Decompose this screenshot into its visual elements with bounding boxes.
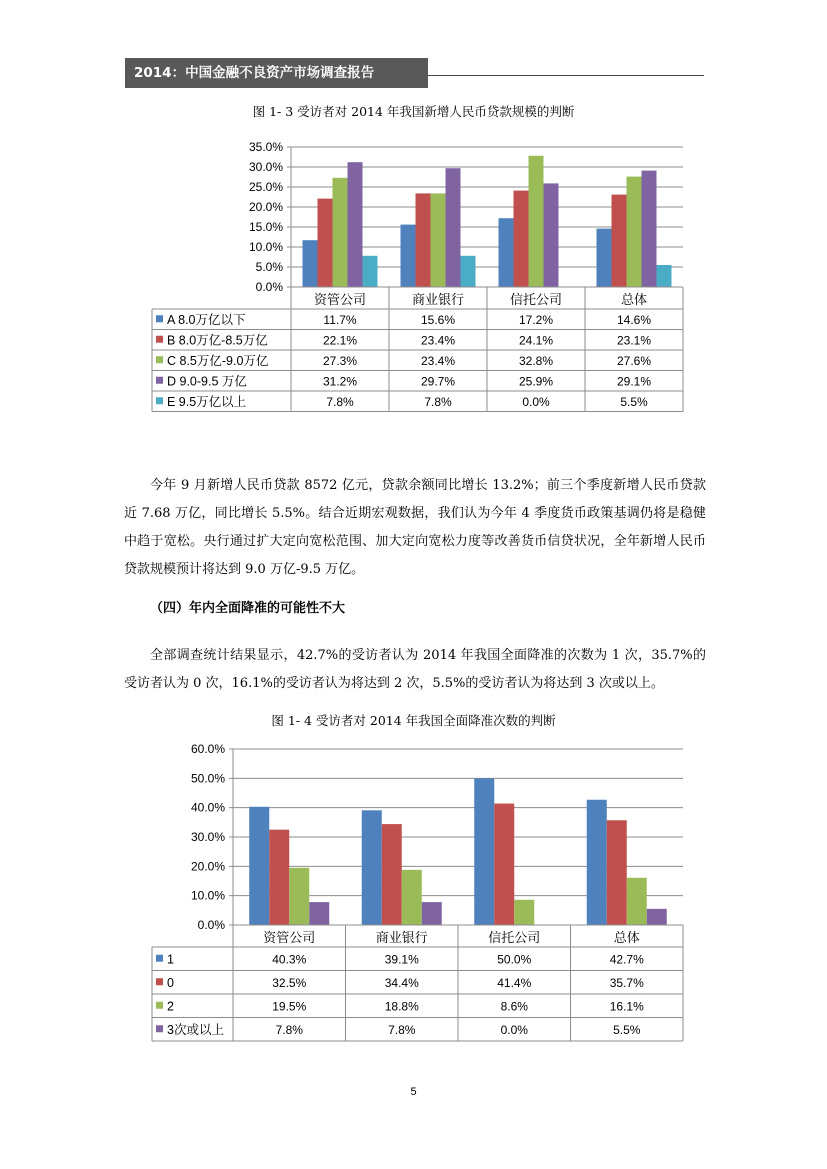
data-label: 29.1% <box>616 374 652 389</box>
y-tick-label: 40.0% <box>190 800 225 815</box>
bar-3-4 <box>627 878 647 925</box>
data-label: 35.7% <box>609 975 644 990</box>
bar-2-2 <box>382 824 402 925</box>
data-label: 31.2% <box>322 374 358 389</box>
data-label: 34.4% <box>384 975 419 990</box>
bar-3-2 <box>402 870 422 925</box>
x-category-label: 总体 <box>613 930 640 945</box>
data-label: 7.8% <box>275 1022 303 1037</box>
bar-4-1 <box>309 902 329 925</box>
legend-key <box>156 978 163 985</box>
body-paragraph-2: 全部调查统计结果显示，42.7%的受访者认为 2014 年我国全面降准的次数为 1 次，35.7%的受访者认为 0 次，16.1%的受访者认为将达到 2 次，5.5%的受访者认为将达到 3 次或以上。 <box>124 648 706 691</box>
section-heading: （四）年内全面降准的可能性不大 <box>150 601 346 616</box>
data-label: 23.4% <box>420 333 456 348</box>
bar-3-1 <box>289 868 309 925</box>
y-tick-label: 15.0% <box>248 220 283 234</box>
y-tick-label: 30.0% <box>248 160 283 174</box>
bar-1-1 <box>249 807 269 925</box>
legend-entry: 0 <box>167 975 174 990</box>
data-label: 24.1% <box>518 333 554 348</box>
data-label: 39.1% <box>384 952 419 967</box>
body-paragraph-1: 今年 9 月新增人民币贷款 8572 亿元，贷款余额同比增长 13.2%；前三个季度新增人民币贷款近 7.68 万亿，同比增长 5.5%。结合近期宏观数据，我们认为今年 4 季度货币政策基调仍将是稳健中趋于宽松。央行通过扩大定向宽松范围、加大定向宽松力度等改善货币信贷状况，全年新增人民币贷款规模预计将达到 9.0 万亿-9.5 万亿。 <box>124 478 706 577</box>
data-label: 27.3% <box>322 353 358 368</box>
legend-key <box>156 1025 163 1032</box>
legend-entry: C 8.5万亿-9.0万亿 <box>167 353 269 368</box>
legend-entry: 1 <box>167 952 174 967</box>
bar-2-3 <box>494 804 514 925</box>
legend-key <box>156 1002 163 1009</box>
bar-2-4 <box>607 820 627 925</box>
data-label: 29.7% <box>420 374 456 389</box>
y-tick-label: 0.0% <box>197 918 225 932</box>
data-label: 16.1% <box>609 999 644 1014</box>
data-label: 8.6% <box>500 999 528 1014</box>
y-tick-label: 50.0% <box>190 771 225 786</box>
data-label: 5.5% <box>613 1022 641 1037</box>
data-label: 0.0% <box>522 394 550 409</box>
legend-entry: 3次或以上 <box>167 1022 224 1037</box>
x-category-label: 资管公司 <box>263 930 316 945</box>
legend-entry: D 9.0-9.5 万亿 <box>167 374 247 389</box>
data-label: 27.6% <box>616 353 652 368</box>
data-label: 7.8% <box>424 394 452 409</box>
figure-1-4-title: 图 1- 4 受访者对 2014 年我国全面降准次数的判断 <box>271 713 556 728</box>
bar-2-1 <box>269 830 289 925</box>
legend-entry: B 8.0万亿-8.5万亿 <box>167 333 268 348</box>
data-label: 18.8% <box>384 999 419 1014</box>
data-label: 23.1% <box>616 333 652 348</box>
data-label: 19.5% <box>272 999 307 1014</box>
y-tick-label: 25.0% <box>248 180 283 194</box>
data-label: 0.0% <box>500 1022 528 1037</box>
bar-1-3 <box>474 778 494 925</box>
bar-4-4 <box>647 909 667 925</box>
y-tick-label: 30.0% <box>190 830 225 844</box>
y-tick-label: 10.0% <box>248 240 283 254</box>
page-number: 5 <box>410 1086 417 1098</box>
data-label: 32.8% <box>518 353 554 368</box>
data-label: 15.6% <box>420 312 456 327</box>
y-tick-label: 60.0% <box>190 742 225 756</box>
x-category-label: 商业银行 <box>375 930 428 945</box>
data-label: 40.3% <box>272 952 307 967</box>
bar-1-2 <box>362 810 382 925</box>
y-tick-label: 0.0% <box>255 280 283 294</box>
x-category-label: 总体 <box>620 292 648 307</box>
report-header-title: 2014：中国金融不良资产市场调查报告 <box>125 58 428 88</box>
legend-entry: A 8.0万亿以下 <box>167 312 246 327</box>
data-label: 11.7% <box>323 312 357 327</box>
data-label: 25.9% <box>518 374 554 389</box>
y-tick-label: 20.0% <box>190 859 225 874</box>
data-label: 7.8% <box>388 1022 416 1037</box>
x-category-label: 信托公司 <box>488 930 541 945</box>
data-label: 22.1% <box>322 333 358 348</box>
data-label: 41.4% <box>497 975 532 990</box>
y-tick-label: 35.0% <box>248 140 283 154</box>
data-label: 42.7% <box>609 952 644 967</box>
data-label: 5.5% <box>620 394 648 409</box>
data-label: 32.5% <box>272 975 307 990</box>
bar-3-3 <box>514 900 534 925</box>
y-tick-label: 10.0% <box>190 888 225 903</box>
legend-entry: E 9.5万亿以上 <box>167 394 247 409</box>
data-label: 50.0% <box>497 952 532 967</box>
y-tick-label: 5.0% <box>255 260 283 274</box>
x-category-label: 商业银行 <box>411 292 465 307</box>
data-label: 23.4% <box>420 353 456 368</box>
data-label: 14.6% <box>616 312 652 327</box>
bar-1-4 <box>587 800 607 925</box>
legend-entry: 2 <box>167 999 174 1014</box>
legend-key <box>156 955 163 962</box>
x-category-label: 资管公司 <box>313 292 367 307</box>
bar-4-2 <box>422 902 442 925</box>
y-tick-label: 20.0% <box>248 200 283 214</box>
data-label: 17.2% <box>518 312 554 327</box>
data-label: 7.8% <box>326 394 354 409</box>
figure-1-3-title: 图 1- 3 受访者对 2014 年我国新增人民币贷款规模的判断 <box>252 104 575 119</box>
x-category-label: 信托公司 <box>509 292 563 307</box>
